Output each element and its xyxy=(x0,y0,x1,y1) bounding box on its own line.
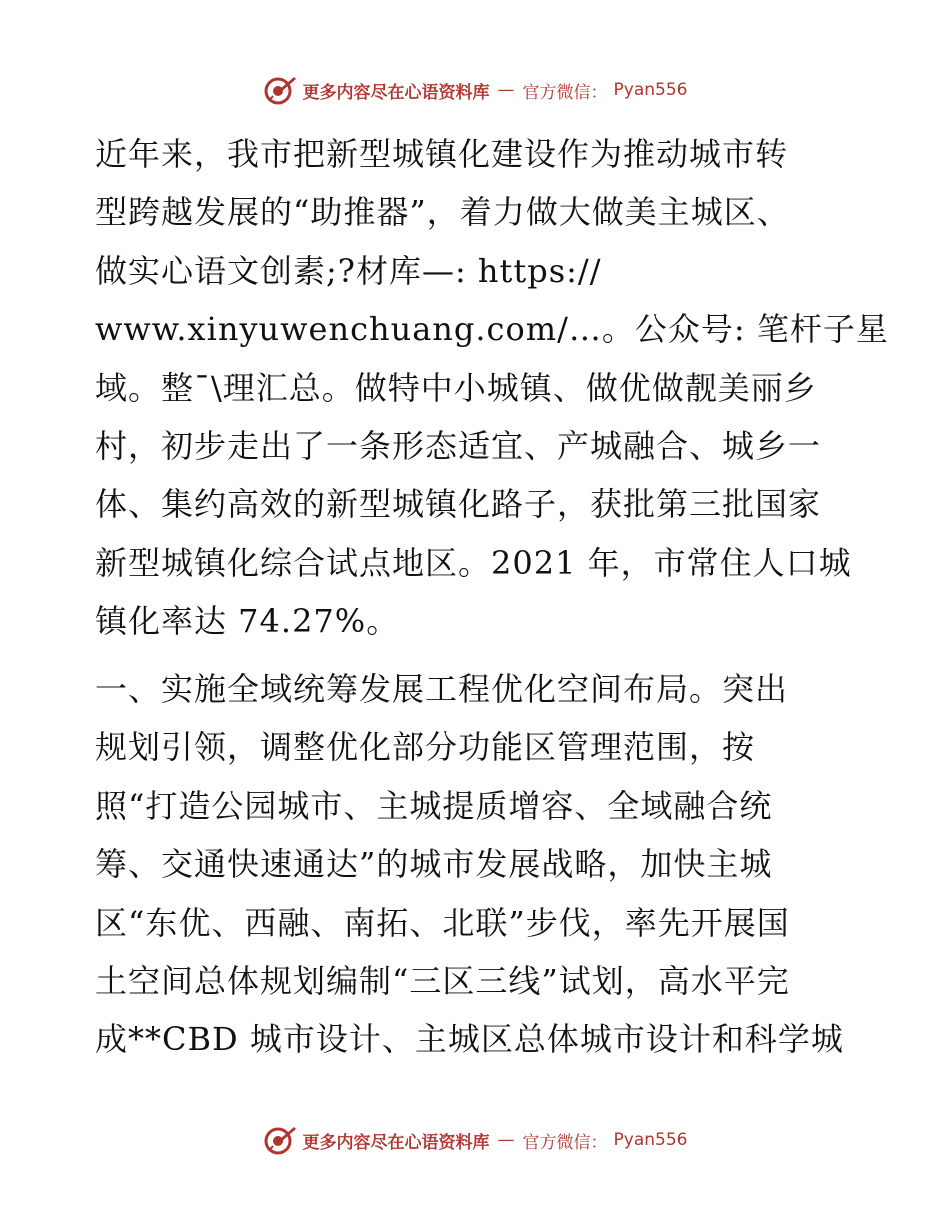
text-line: 土空间总体规划编制“三区三线”试划，高水平完 xyxy=(95,962,790,1001)
text-line: 区“东优、西融、南拓、北联”步伐，率先开展国 xyxy=(95,903,790,942)
watermark-dash: — xyxy=(497,80,515,100)
watermark-official-label: 官方微信： xyxy=(522,1132,608,1153)
text-line: 成**CBD 城市设计、主城区总体城市设计和科学城 xyxy=(95,1020,844,1059)
pen-logo-icon xyxy=(263,1124,297,1156)
text-line: 体、集约高效的新型城镇化路子，获批第三批国家 xyxy=(95,485,822,524)
watermark-wechat-id: Pyan556 xyxy=(613,80,688,100)
paragraph-intro xyxy=(95,125,889,651)
watermark-brand: 更多内容尽在心语资料库 xyxy=(302,1132,490,1153)
text-line: 筹、交通快速通达”的城市发展战略，加快主城 xyxy=(95,845,773,884)
text-line: 一、实施全域统筹发展工程优化空间布局。突出 xyxy=(95,670,789,708)
watermark-brand: 更多内容尽在心语资料库 xyxy=(302,82,490,103)
text-line: 做实心语文创素;?材库—: https:// xyxy=(95,251,602,290)
text-line: 近年来，我市把新型城镇化建设作为推动城市转 xyxy=(95,135,789,173)
text-line: 域。整¯\理汇总。做特中小城镇、做优做靓美丽乡 xyxy=(95,368,817,407)
watermark-official-label: 官方微信： xyxy=(522,82,608,103)
footer-watermark xyxy=(0,1124,950,1156)
header-watermark xyxy=(0,74,950,106)
text-line: www.xinyuwenchuang.com/…。公众号: 笔杆子星 xyxy=(95,310,889,349)
paragraph-section-one xyxy=(95,660,870,1069)
text-line: 新型城镇化综合试点地区。2021 年，市常住人口城 xyxy=(95,543,852,582)
text-line: 照“打造公园城市、主城提质增容、全域融合统 xyxy=(95,786,773,825)
watermark-dash: — xyxy=(497,1130,515,1150)
text-line: 镇化率达 74.27%。 xyxy=(95,602,400,641)
text-line: 规划引领，调整优化部分功能区管理范围，按 xyxy=(95,728,756,767)
pen-logo-icon xyxy=(263,74,297,106)
text-line: 型跨越发展的“助推器”，着力做大做美主城区、 xyxy=(95,193,790,232)
watermark-wechat-id: Pyan556 xyxy=(613,1130,688,1150)
text-line: 村，初步走出了一条形态适宜、产城融合、城乡一 xyxy=(95,427,822,466)
